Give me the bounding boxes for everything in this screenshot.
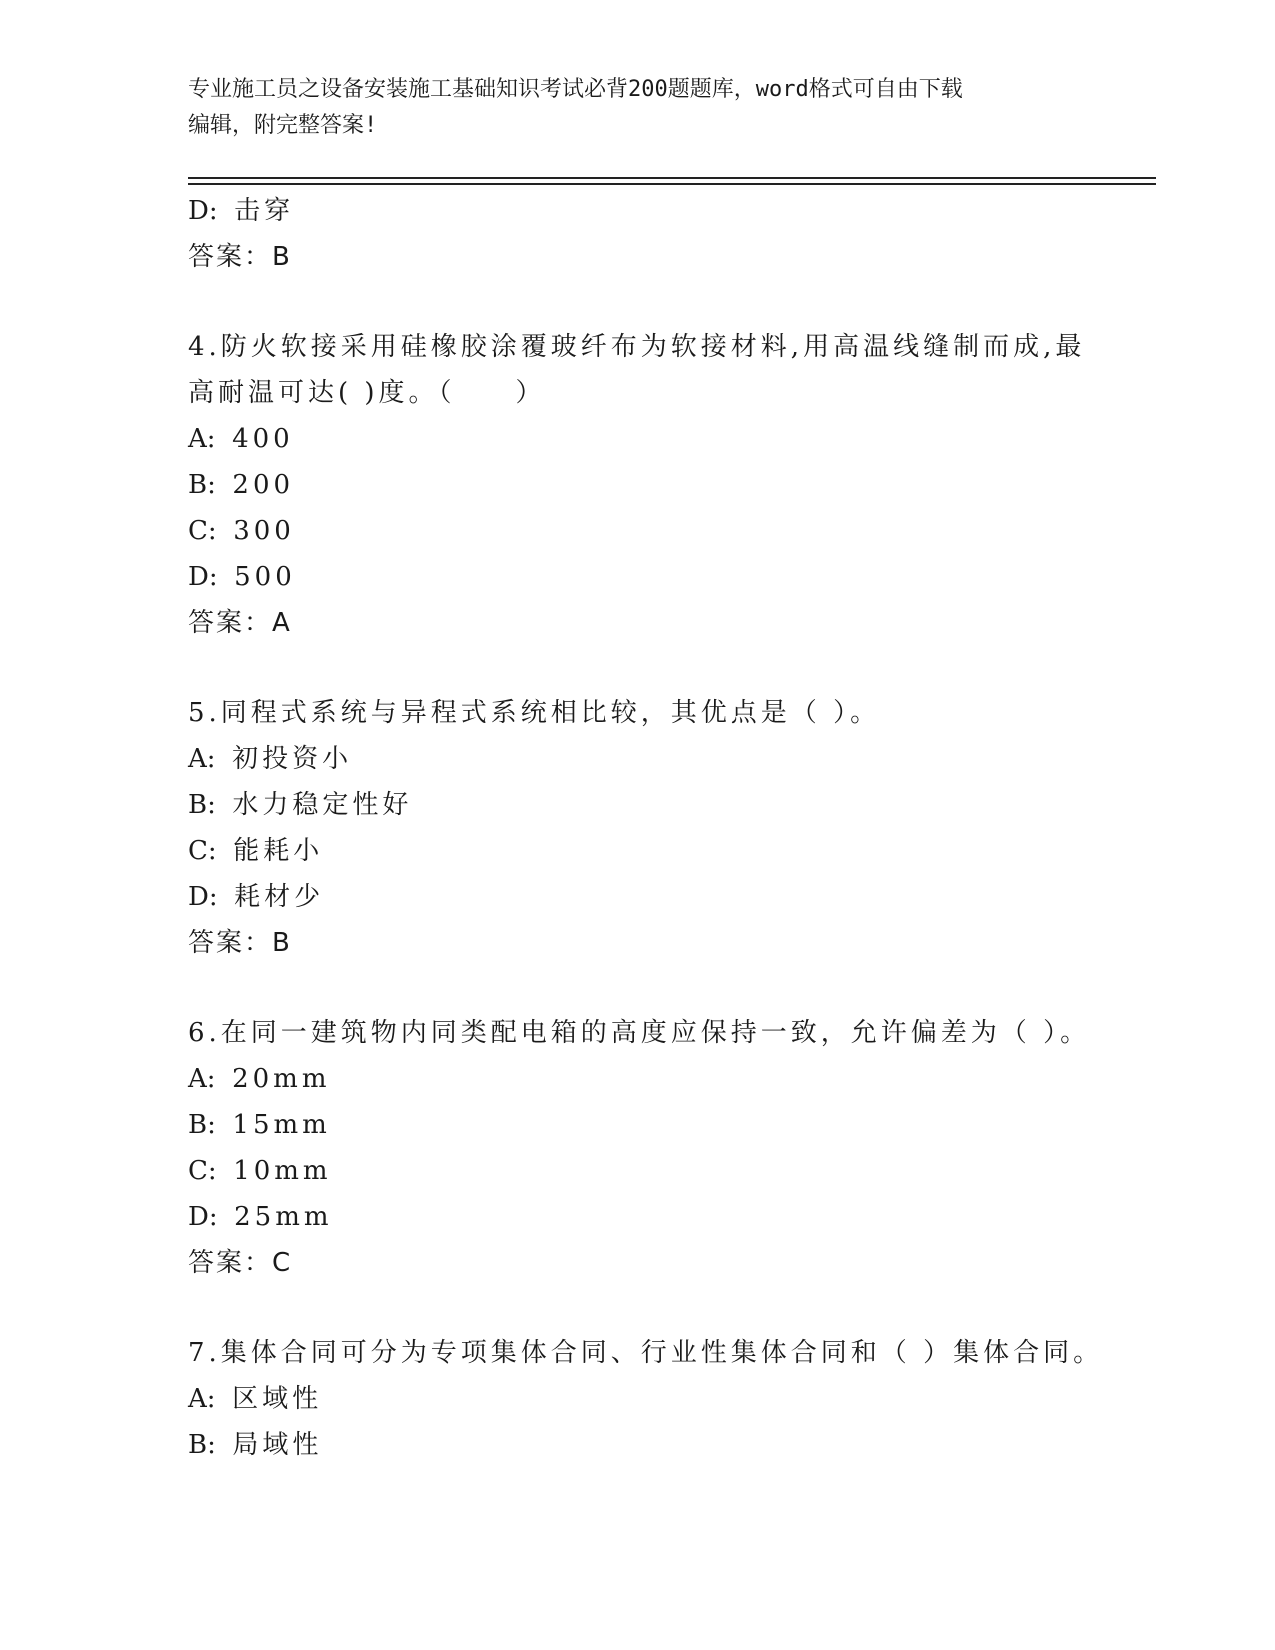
question-4-option-c (188, 508, 1088, 554)
question-6-option-b (188, 1102, 1088, 1148)
option-key: D: (188, 882, 218, 912)
option-text: 200 (232, 470, 295, 500)
question-5-stem: 5.同程式系统与异程式系统相比较，其优点是（ ）。 (188, 698, 881, 728)
header-line-1: 专业施工员之设备安装施工基础知识考试必背200题题库，word格式可自由下载 (188, 77, 963, 102)
option-key: B: (188, 1430, 216, 1460)
option-key: C: (188, 836, 217, 866)
option-text: 击穿 (234, 196, 295, 226)
option-text: 能耗小 (233, 836, 324, 866)
question-7-option-b (188, 1422, 1088, 1468)
option-key: C: (188, 516, 217, 546)
question-5-option-b (188, 782, 1088, 828)
header-divider-top (188, 177, 1156, 179)
option-text: 局域性 (232, 1430, 323, 1460)
option-text: 25mm (234, 1202, 333, 1232)
question-6-option-a (188, 1056, 1088, 1102)
header-line-2: 编辑，附完整答案! (188, 113, 378, 138)
document-header (188, 72, 1088, 144)
question-5-option-a (188, 736, 1088, 782)
option-text: 10mm (233, 1156, 332, 1186)
question-6-option-c (188, 1148, 1088, 1194)
question-6-option-d (188, 1194, 1088, 1240)
option-key: A: (188, 424, 216, 454)
option-key: D: (188, 196, 218, 226)
option-key: D: (188, 1202, 218, 1232)
option-key: C: (188, 1156, 217, 1186)
question-list (188, 188, 1104, 1468)
header-divider-bottom (188, 183, 1156, 185)
prev-answer: 答案：B (188, 242, 292, 272)
question-4-stem-line-2: 高耐温可达( )度。（ ） (188, 378, 546, 408)
option-text: 400 (232, 424, 294, 454)
option-text: 300 (233, 516, 295, 546)
option-key: A: (188, 1064, 216, 1094)
question-5-option-d (188, 874, 1088, 920)
option-text: 20mm (232, 1064, 331, 1094)
option-text: 耗材少 (234, 882, 325, 912)
question-4-option-a (188, 416, 1088, 462)
option-key: A: (188, 1384, 216, 1414)
question-5-answer: 答案：B (188, 928, 292, 958)
option-key: B: (188, 1110, 216, 1140)
option-text: 500 (234, 562, 296, 592)
option-key: B: (188, 790, 216, 820)
option-text: 区域性 (232, 1384, 323, 1414)
question-5-option-c (188, 828, 1088, 874)
question-4-answer: 答案：A (188, 608, 292, 638)
question-7-stem: 7.集体合同可分为专项集体合同、行业性集体合同和（ ）集体合同。 (188, 1338, 1104, 1368)
option-text: 15mm (232, 1110, 331, 1140)
question-6-stem: 6.在同一建筑物内同类配电箱的高度应保持一致，允许偏差为（ ）。 (188, 1018, 1091, 1048)
question-4-option-d (188, 554, 1088, 600)
option-text: 水力稳定性好 (232, 790, 413, 820)
prev-option-d (188, 188, 1088, 234)
question-6-answer: 答案：C (188, 1248, 293, 1278)
option-key: B: (188, 470, 216, 500)
option-key: D: (188, 562, 218, 592)
question-4-stem-line-1: 4.防火软接采用硅橡胶涂覆玻纤布为软接材料,用高温线缝制而成,最 (188, 332, 1086, 362)
question-4-option-b (188, 462, 1088, 508)
question-7-option-a (188, 1376, 1088, 1422)
option-key: A: (188, 744, 216, 774)
option-text: 初投资小 (232, 744, 353, 774)
